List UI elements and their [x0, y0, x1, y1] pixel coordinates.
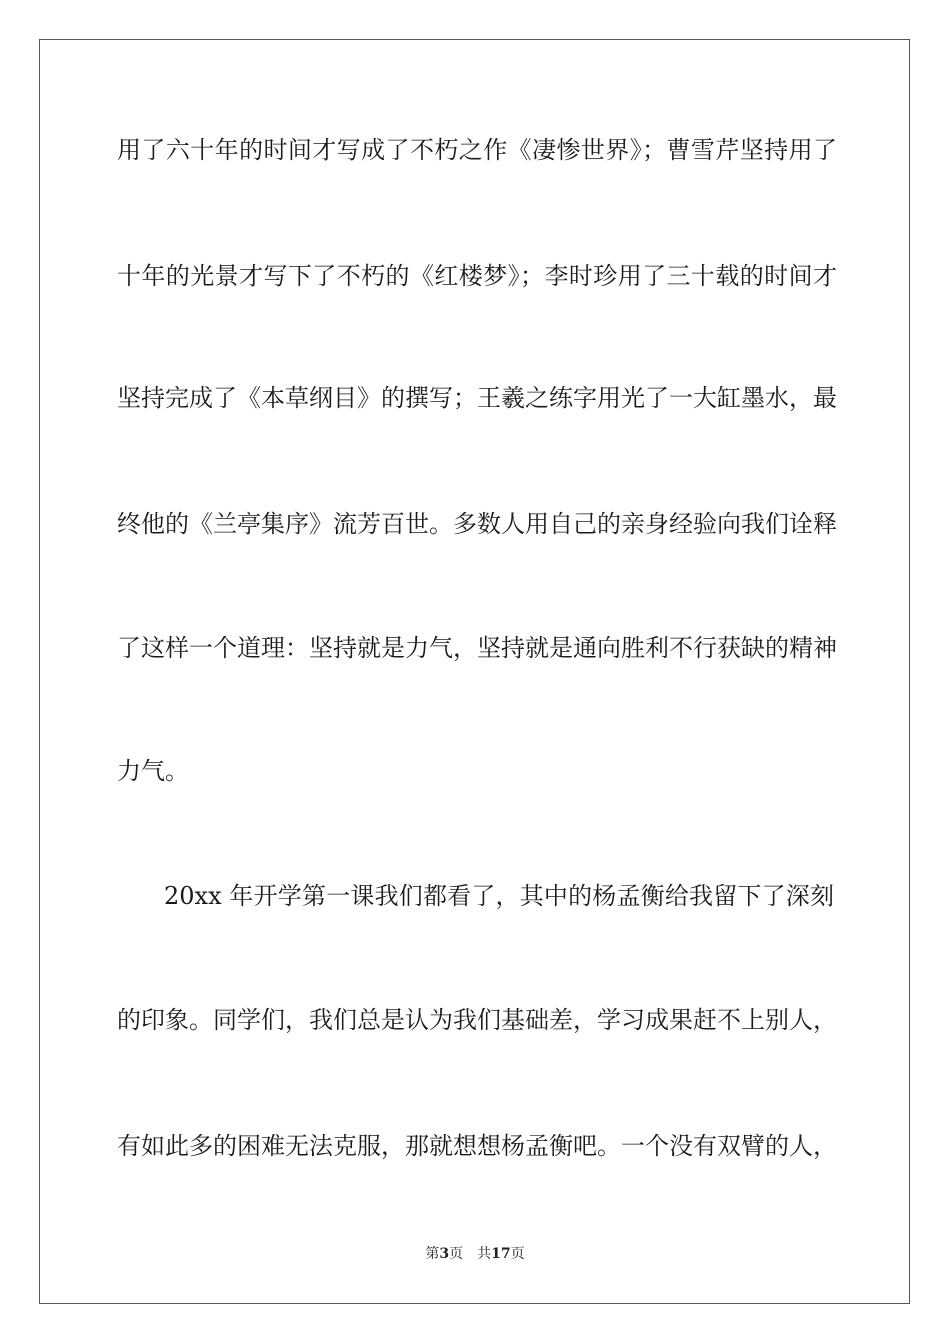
total-prefix: 共 — [477, 1246, 492, 1262]
text-line-1: 用了六十年的时间才写成了不朽之作《凄惨世界》；曹雪芹坚持用了 — [117, 136, 837, 164]
page-footer — [0, 1244, 950, 1264]
text-line-7: 20xx 年开学第一课我们都看了，其中的杨孟衡给我留下了深刻 — [164, 882, 834, 910]
text-line-6: 力气。 — [117, 757, 189, 785]
text-line-4: 终他的《兰亭集序》流芳百世。多数人用自己的亲身经验向我们诠释 — [117, 510, 837, 538]
total-pages: 17 — [491, 1246, 511, 1262]
page-border — [39, 39, 910, 1304]
text-line-8: 的印象。同学们，我们总是认为我们基础差，学习成果赶不上别人， — [117, 1006, 837, 1034]
page-prefix: 第 — [425, 1246, 440, 1262]
total-suffix: 页 — [510, 1246, 525, 1262]
text-line-9: 有如此多的困难无法克服，那就想想杨孟衡吧。一个没有双臂的人， — [117, 1132, 837, 1160]
text-line-3: 坚持完成了《本草纲目》的撰写；王羲之练字用光了一大缸墨水，最 — [117, 384, 837, 412]
text-line-2: 十年的光景才写下了不朽的《红楼梦》；李时珍用了三十载的时间才 — [117, 262, 837, 290]
page-suffix: 页 — [449, 1246, 464, 1262]
text-line-5: 了这样一个道理：坚持就是力气，坚持就是通向胜利不行获缺的精神 — [117, 634, 837, 662]
page-number: 3 — [439, 1246, 450, 1262]
